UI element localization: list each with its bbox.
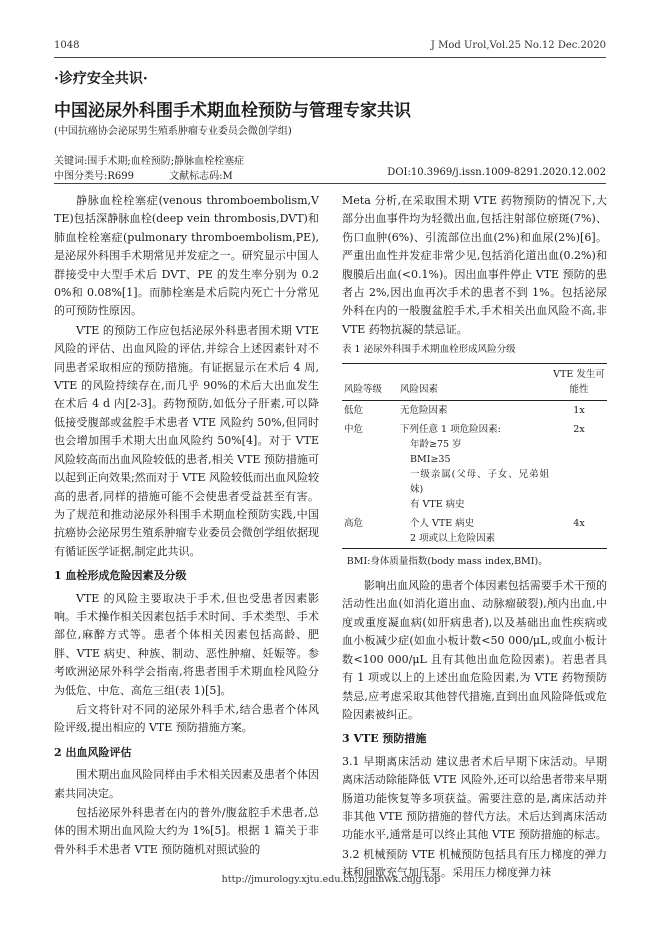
journal-citation: J Mod Urol,Vol.25 No.12 Dec.2020 — [430, 40, 606, 51]
paragraph: 影响出血风险的患者个体因素包括需要手术干预的活动性出血(如消化道出血、动脉瘤破裂),颅内出血,中度或重度凝血病(如肝病患者),以及基础出血性疾病或血小板减少症(如血小板计数<50 000/μL,或血小板计数<100 000/μL 且有其他出血危险因素)。若患者具有 1 项或以上的上述出血危险因素,为 VTE 药物预防禁忌,应考虑采取其他替代措施,直到出血风险降低或危险因素被纠正。 — [342, 579, 607, 721]
risk-factors — [398, 400, 551, 420]
paragraph: 围术期出血风险同样由手术相关因素及患者个体因素共同决定。 — [54, 768, 319, 800]
table-caption: 表 1 泌尿外科围手术期血栓形成风险分级 — [342, 344, 516, 356]
right-column — [342, 192, 607, 884]
document-code: 文献标志码:M — [169, 171, 233, 182]
risk-factors — [398, 420, 551, 514]
risk-factor: 个人 VTE 病史 — [410, 517, 475, 529]
risk-level: 中危 — [344, 423, 364, 435]
section-heading: 3 VTE 预防措施 — [342, 732, 427, 746]
vte-likelihood: 1x — [573, 404, 585, 416]
paragraph: 后文将针对不同的泌尿外科手术,结合患者个体风险评级,提出相应的 VTE 预防措施方案。 — [54, 702, 319, 735]
paragraph: 静脉血栓栓塞症(venous thromboembolism,VTE)包括深静脉血栓(deep vein thrombosis,DVT)和肺血栓栓塞症(pulmonary thromboembolism,PE),是泌尿外科围手术期常见并发症之一。研究显示中国人群接受中大型手术后 DVT、PE 的发生率分别为 0.20%和 0.08%[1]。而肺栓塞是术后院内死亡十分常见的可预防性原因。 — [54, 194, 319, 318]
risk-factor: 下列任意 1 项危险因素: — [400, 423, 501, 435]
risk-factor: BMI≥35 — [410, 453, 451, 465]
table-header-row — [342, 363, 607, 400]
vte-likelihood: 2x — [573, 423, 585, 435]
table-header: 风险因素 — [400, 383, 439, 395]
section-heading: 1 血栓形成危险因素及分级 — [54, 569, 187, 583]
article-title: 中国泌尿外科围手术期血栓预防与管理专家共识 — [54, 101, 411, 121]
paragraph: Meta 分析,在采取围术期 VTE 药物预防的情况下,大部分出血事件均为轻微出血,包括注射部位瘀斑(7%)、伤口血肿(6%)、引流部位出血(2%)和血尿(2%)[6]。严重出血性并发症非常少见,包括消化道出血(0.2%)和腹膜后出血(<0.1%)。因出血事件停止 VTE 预防的患者占 2%,因出血再次手术的患者不到 1%。包括泌尿外科在内的一般腹盆腔手术,手术相关出血风险不高,非 VTE 药物抗凝的禁忌证。 — [342, 194, 607, 336]
keywords: 关键词:围手术期;血栓预防;静脉血栓栓塞症 — [54, 156, 245, 167]
risk-factors — [398, 514, 551, 549]
paragraph: VTE 的风险主要取决于手术,但也受患者因素影响。手术操作相关因素包括手术时间、手术类型、手术部位,麻醉方式等。患者个体相关因素包括高龄、肥胖、VTE 病史、种族、制动、恶性肿瘤、妊娠等。参考欧洲泌尿外科学会指南,将患者围手术期血栓风险分为低危、中危、高危三组(表 1)[5]。 — [54, 591, 319, 697]
header-rule — [54, 57, 606, 58]
table-row — [342, 420, 607, 514]
doi: DOI:10.3969/j.issn.1009-8291.2020.12.002 — [387, 167, 606, 178]
paragraph: 包括泌尿外科患者在内的普外/腹盆腔手术患者,总体的围术期出血风险大约为 1%[5]。根据 1 篇关于非骨外科手术患者 VTE 预防随机对照试验的 — [54, 806, 319, 856]
table-row — [342, 514, 607, 549]
section-heading: 2 出血风险评估 — [54, 745, 132, 759]
table-header: VTE 发生可能性 — [553, 368, 605, 395]
paragraph: 3.1 早期离床活动 建议患者术后早期下床活动。早期离床活动除能降低 VTE 风险外,还可以给患者带来早期肠道功能恢复等多项获益。需要注意的是,离床活动并非其他 VTE 预防措施的替代方法。术后达到离床活动功能水平,通常是可以终止其他 VTE 预防措施的标志。 — [342, 754, 607, 842]
risk-factor: 一级亲属(父母、子女、兄弟姐妹) — [410, 468, 549, 495]
running-head — [54, 40, 606, 54]
risk-factor: 无危险因素 — [400, 404, 448, 416]
risk-level: 低危 — [344, 404, 364, 416]
footer-url: http://jmurology.xjtu.edu.cn;zgmnwk.cnjg.top — [221, 874, 441, 885]
risk-level: 高危 — [344, 517, 364, 529]
risk-factor: 年龄≥75 岁 — [410, 438, 462, 450]
vte-likelihood: 4x — [573, 517, 585, 529]
meta-rule — [54, 183, 606, 184]
article-subtitle: (中国抗癌协会泌尿男生殖系肿瘤专业委员会微创学组) — [54, 126, 292, 137]
paragraph: VTE 的预防工作应包括泌尿外科患者围术期 VTE 风险的评估、出血风险的评估,并综合上述因素针对不同患者采取相应的预防措施。有证据显示在术后 4 周,VTE 的风险持续存在,而几乎 90%的术后大出血发生在术后 4 d 内[2-3]。药物预防,如低分子肝素,可以降低接受腹部或盆腔手术患者 VTE 风险约 50%,但同时也会增加围手术期大出血风险约 50%[4]。对于 VTE 风险较高而出血风险较低的患者,相关 VTE 预防措施可以起到正向效果;然而对于 VTE 风险较低而出血风险较高的患者,同样的措施可能不会使患者受益甚至有害。为了规范和推动泌尿外科围手术期血栓预防实践,中国抗癌协会泌尿男生殖系肿瘤专业委员会微创学组依据现有循证医学证据,制定此共识。 — [54, 323, 320, 558]
risk-factor: 2 项或以上危险因素 — [410, 532, 496, 544]
table-note: BMI:身体质量指数(body mass index,BMI)。 — [346, 555, 548, 567]
table-row — [342, 400, 607, 420]
clc-number: 中图分类号:R699 — [54, 171, 134, 182]
paragraph: 3.2 机械预防 VTE 机械预防包括具有压力梯度的弹力袜和间歇充气加压泵。采用压力梯度弹力袜 — [342, 847, 607, 880]
page-number: 1048 — [54, 40, 80, 51]
section-tag: ·诊疗安全共识· — [54, 71, 148, 87]
classification-line — [54, 167, 606, 182]
risk-factor: 有 VTE 病史 — [410, 498, 465, 510]
left-column — [54, 192, 319, 860]
table-header: 风险等级 — [344, 383, 383, 395]
risk-table — [342, 363, 607, 549]
